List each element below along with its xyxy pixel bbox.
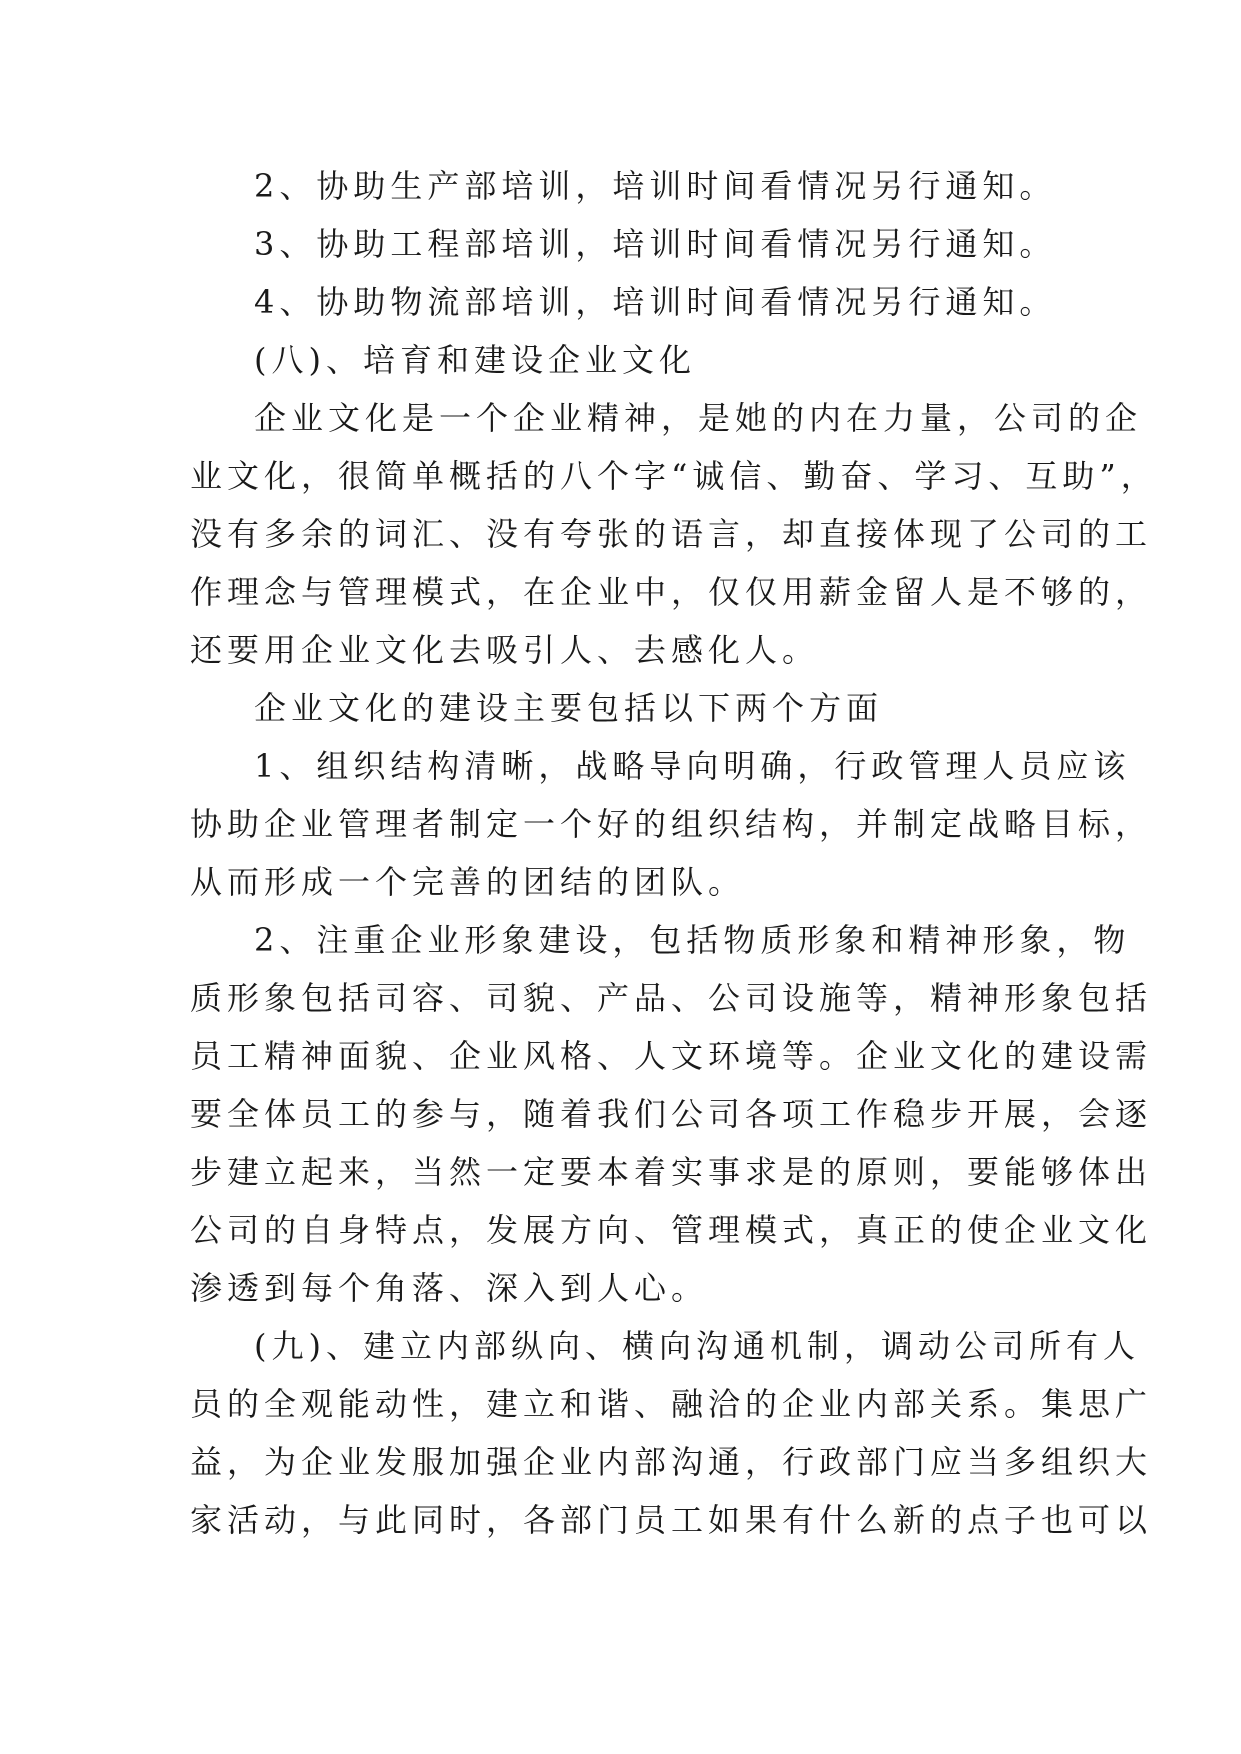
paragraph-line: 作理念与管理模式，在企业中，仅仅用薪金留人是不够的，	[190, 573, 1153, 611]
section-heading-internal-communication: (九)、建立内部纵向、横向沟通机制，调动公司所有人	[254, 1327, 1140, 1365]
paragraph-line: 还要用企业文化去吸引人、去感化人。	[190, 631, 820, 669]
paragraph-line: 质形象包括司容、司貌、产品、公司设施等，精神形象包括	[190, 979, 1153, 1017]
paragraph-line: 要全体员工的参与，随着我们公司各项工作稳步开展，会逐	[190, 1095, 1153, 1133]
paragraph-line: 企业文化是一个企业精神，是她的内在力量，公司的企	[254, 399, 1143, 437]
paragraph-line: 员的全观能动性，建立和谐、融洽的企业内部关系。集思广	[190, 1385, 1153, 1423]
paragraph-line: 员工精神面貌、企业风格、人文环境等。企业文化的建设需	[190, 1037, 1153, 1075]
list-item-production-training: 2、协助生产部培训，培训时间看情况另行通知。	[254, 167, 1057, 205]
paragraph-line: 步建立起来，当然一定要本着实事求是的原则，要能够体出	[190, 1153, 1153, 1191]
list-item-logistics-training: 4、协助物流部培训，培训时间看情况另行通知。	[254, 283, 1057, 321]
paragraph-line: 业文化，很简单概括的八个字“诚信、勤奋、学习、互助”，	[190, 457, 1158, 495]
list-item-engineering-training: 3、协助工程部培训，培训时间看情况另行通知。	[254, 225, 1057, 263]
list-item-organization-structure: 1、组织结构清晰，战略导向明确，行政管理人员应该	[254, 747, 1131, 785]
paragraph-line: 益，为企业发服加强企业内部沟通，行政部门应当多组织大	[190, 1443, 1153, 1481]
paragraph-line: 渗透到每个角落、深入到人心。	[190, 1269, 709, 1307]
section-heading-corporate-culture: (八)、培育和建设企业文化	[254, 341, 696, 379]
paragraph-line: 家活动，与此同时，各部门员工如果有什么新的点子也可以	[190, 1501, 1153, 1539]
document-body	[190, 157, 1158, 1549]
paragraph-line: 企业文化的建设主要包括以下两个方面	[254, 689, 884, 727]
paragraph-line: 协助企业管理者制定一个好的组织结构，并制定战略目标，	[190, 805, 1153, 843]
list-item-corporate-image: 2、注重企业形象建设，包括物质形象和精神形象，物	[254, 921, 1131, 959]
paragraph-line: 没有多余的词汇、没有夸张的语言，却直接体现了公司的工	[190, 515, 1153, 553]
paragraph-line: 公司的自身特点，发展方向、管理模式，真正的使企业文化	[190, 1211, 1153, 1249]
paragraph-line: 从而形成一个完善的团结的团队。	[190, 863, 746, 901]
